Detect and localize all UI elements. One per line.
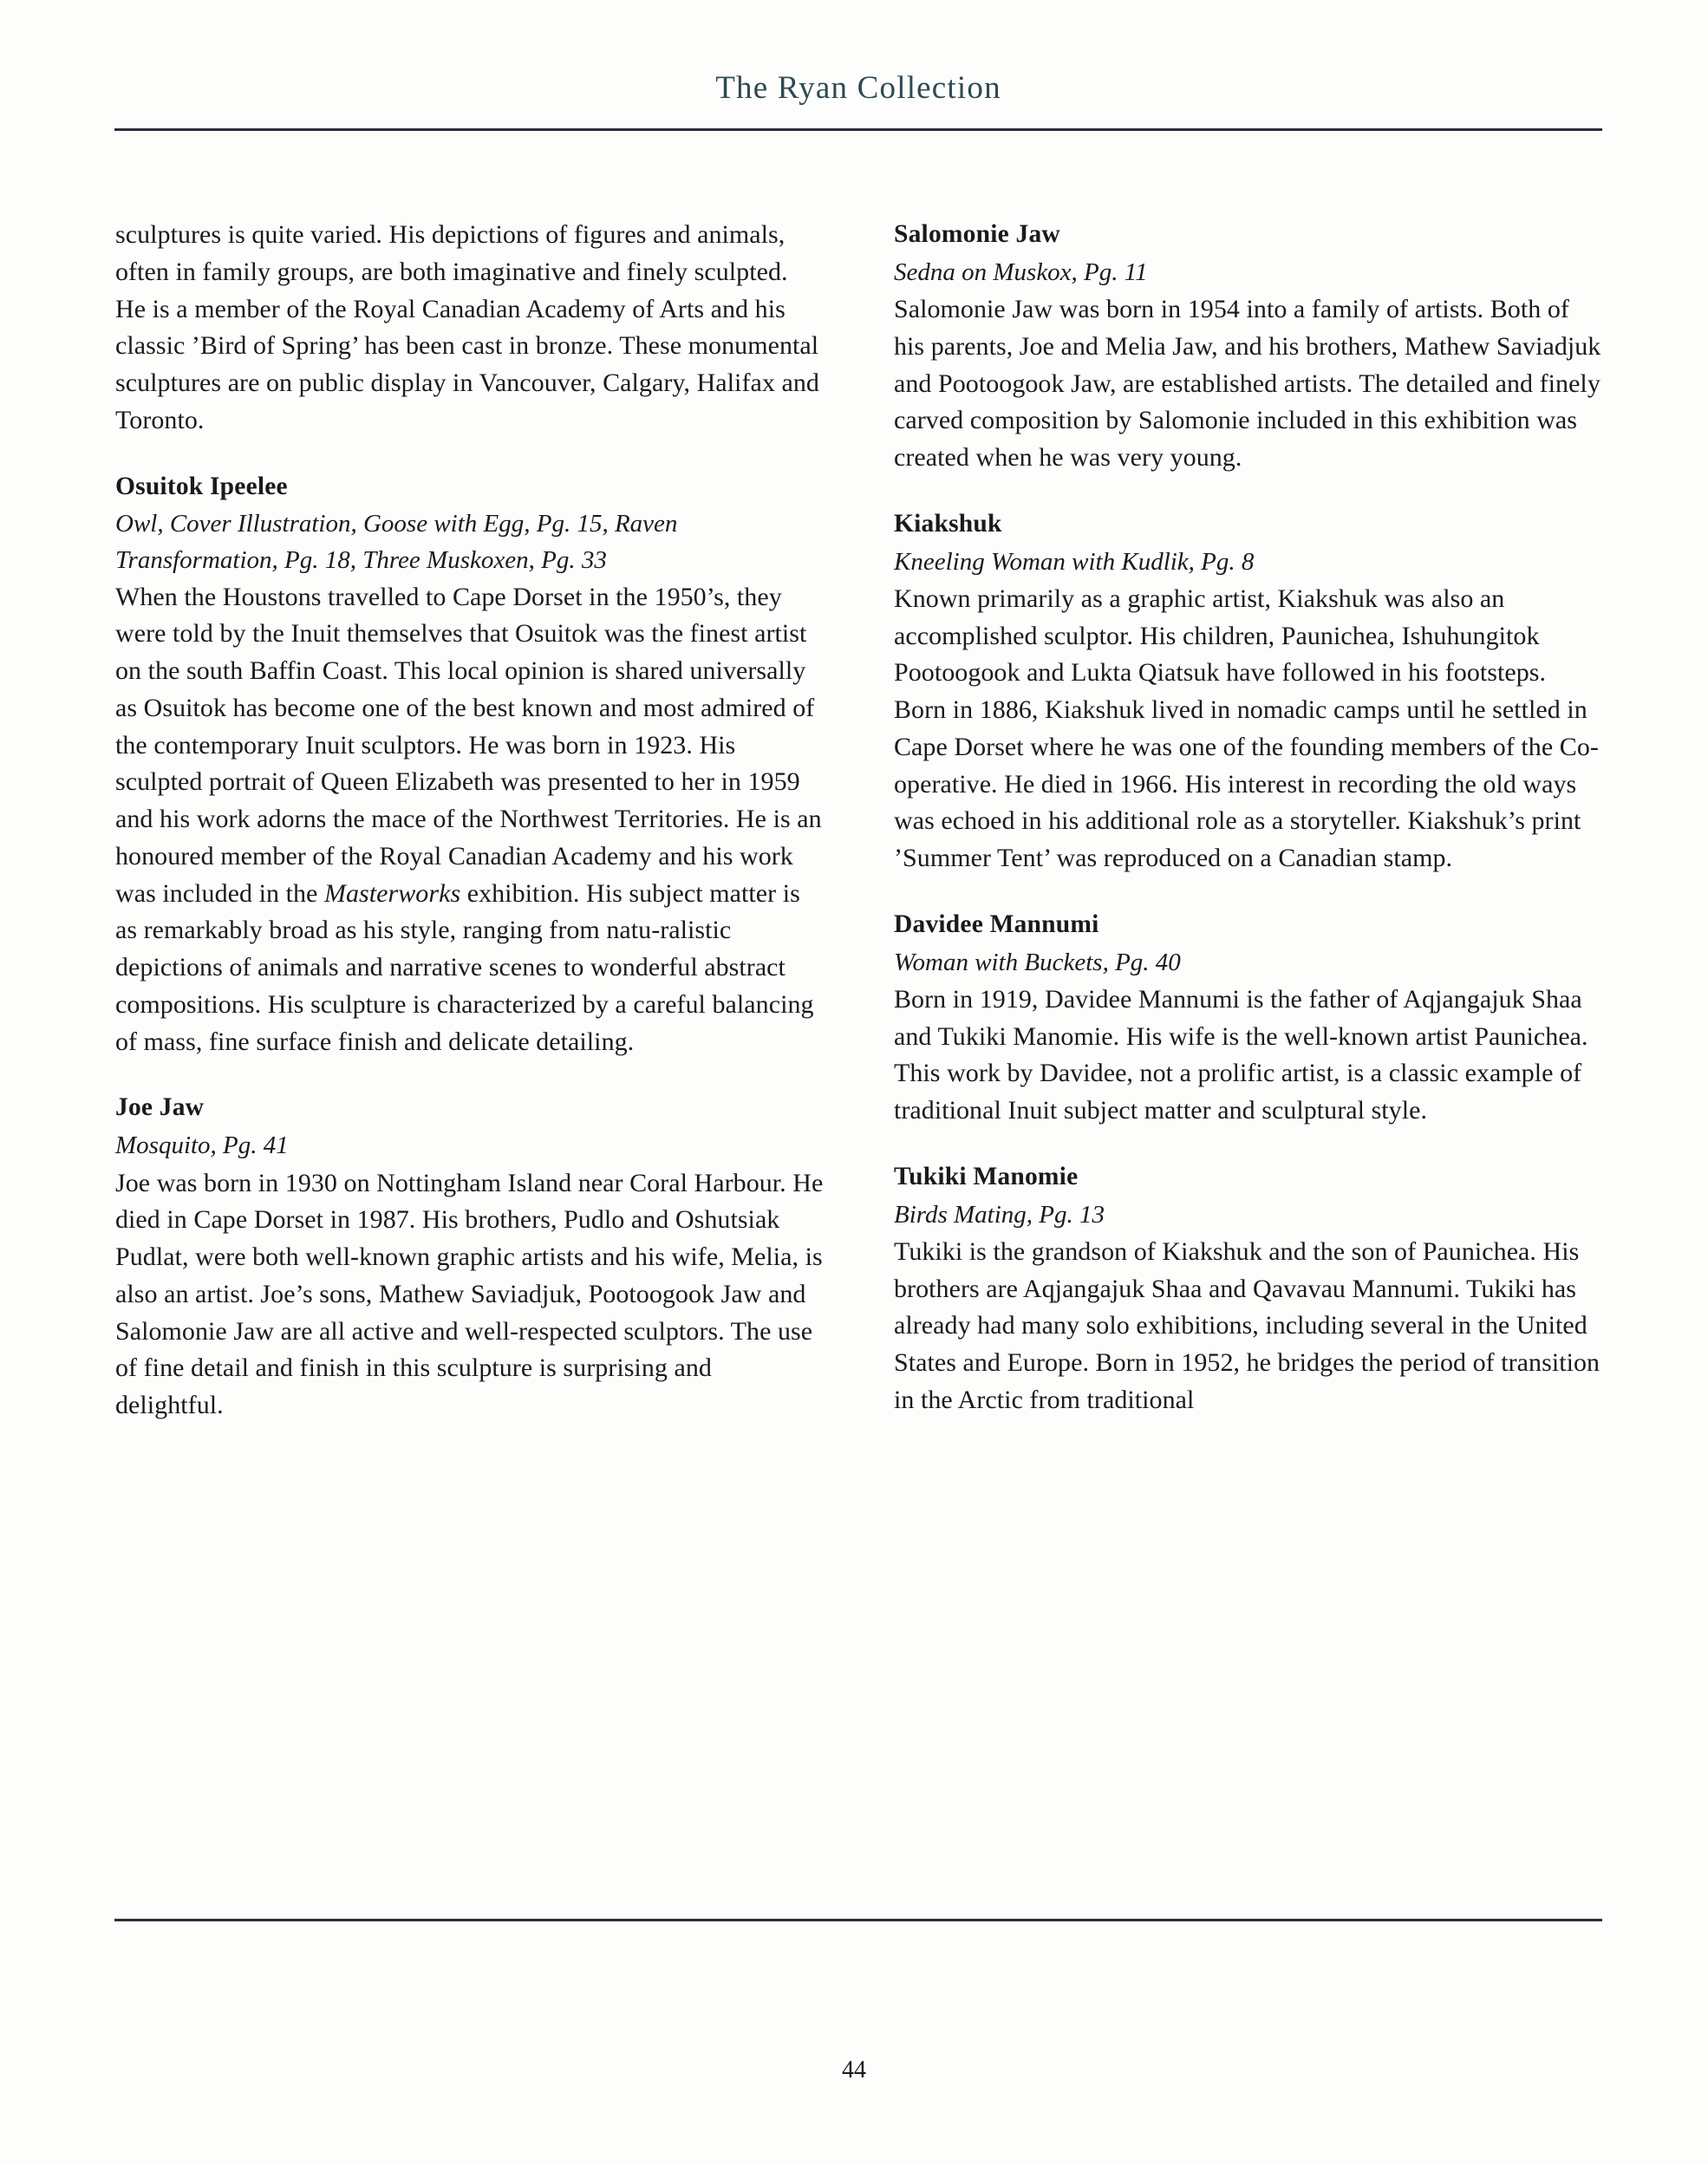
page-title: The Ryan Collection <box>715 70 1001 106</box>
artist-entry-tukiki-manomie <box>894 1159 1603 1419</box>
artist-works: Mosquito, Pg. 41 <box>115 1131 289 1160</box>
header-divider <box>114 128 1602 131</box>
page-header <box>113 69 1604 107</box>
artist-bio: Known primarily as a graphic artist, Kiakshuk was also an accomplished sculptor. His children, Paunichea, Ishuhungitok Pootoogook and Lukta Qiatsuk have followed in his footsteps. Born in 1886, Kiakshuk lived in nomadic camps until he settled in Cape Dorset where he was one of the founding members of the Co-operative. He died in 1966. His interest in recording the old ways was echoed in his additional role as a storyteller. Kiakshuk’s print ’Summer Tent’ was reproduced on a Canadian stamp. <box>894 584 1599 873</box>
artist-name: Salomonie Jaw <box>894 220 1060 248</box>
artist-entry-joe-jaw <box>115 1090 825 1424</box>
artist-works: Sedna on Muskox, Pg. 11 <box>894 258 1148 286</box>
artist-works: Birds Mating, Pg. 13 <box>894 1200 1105 1229</box>
artist-bio-part2: exhibition. His subject matter is as remarkably broad as his style, ranging from natu-ralistic depictions of animals and narrative scenes to wonderful abstract compositions. His sculpture is characterized by a careful balancing of mass, fine surface finish and delicate detailing. <box>115 878 814 1056</box>
artist-name: Joe Jaw <box>115 1093 205 1122</box>
artist-bio-italic: Masterworks <box>323 878 461 908</box>
artist-bio <box>115 579 825 1061</box>
artist-entry-salomonie-jaw <box>894 217 1603 477</box>
artist-bio-part1: When the Houstons travelled to Cape Dorset in the 1950’s, they were told by the Inuit themselves that Osuitok was the finest artist on the south Baffin Coast. This local opinion is shared universally as Osuitok has become one of the best known and most admired of the contemporary Inuit sculptors. He was born in 1923. His sculpted portrait of Queen Elizabeth was presented to her in 1959 and his work adorns the mace of the Northwest Territories. He is an honoured member of the Royal Canadian Academy and his work was included in the <box>115 582 822 908</box>
artist-name: Tukiki Manomie <box>894 1162 1079 1190</box>
right-column <box>894 217 1603 1425</box>
artist-name: Kiakshuk <box>894 509 1002 538</box>
artist-works: Woman with Buckets, Pg. 40 <box>894 948 1181 976</box>
footer-divider <box>114 1919 1602 1921</box>
left-column <box>115 217 825 1425</box>
artist-works: Owl, Cover Illustration, Goose with Egg, Pg. 15, Raven Transformation, Pg. 18, Three Muskoxen, Pg. 33 <box>115 510 678 574</box>
artist-works: Kneeling Woman with Kudlik, Pg. 8 <box>894 547 1255 576</box>
artist-bio: Salomonie Jaw was born in 1954 into a family of artists. Both of his parents, Joe and Melia Jaw, and his brothers, Mathew Saviadjuk and Pootoogook Jaw, are established artists. The detailed and finely carved composition by Salomonie included in this exhibition was created when he was very young. <box>894 295 1601 473</box>
artist-bio: Joe was born in 1930 on Nottingham Island near Coral Harbour. He died in Cape Dorset in 1987. His brothers, Pudlo and Oshutsiak Pudlat, were both well-known graphic artists and his wife, Melia, is also an artist. Joe’s sons, Mathew Saviadjuk, Pootoogook Jaw and Salomonie Jaw are all active and well-respected sculptors. The use of fine detail and finish in this sculpture is surprising and delightful. <box>115 1168 824 1420</box>
artist-entry-kiakshuk <box>894 506 1603 877</box>
continued-paragraph-block <box>115 217 825 440</box>
artist-bio: Tukiki is the grandson of Kiakshuk and the son of Paunichea. His brothers are Aqjangajuk Shaa and Qavavau Mannumi. Tukiki has already had many solo exhibitions, including several in the United States and Europe. Born in 1952, he bridges the period of transition in the Arctic from traditional <box>894 1236 1600 1414</box>
continued-paragraph: sculptures is quite varied. His depictions of figures and animals, often in family groups, are both imaginative and finely sculpted. He is a member of the Royal Canadian Academy of Arts and his classic ’Bird of Spring’ has been cast in bronze. These monumental sculptures are on public display in Vancouver, Calgary, Halifax and Toronto. <box>115 220 819 434</box>
page-number: 44 <box>842 2057 866 2083</box>
artist-name: Osuitok Ipeelee <box>115 472 288 500</box>
two-column-body <box>115 217 1603 1425</box>
artist-bio: Born in 1919, Davidee Mannumi is the father of Aqjangajuk Shaa and Tukiki Manomie. His wife is the well-known artist Paunichea. This work by Davidee, not a prolific artist, is a classic example of traditional Inuit subject matter and sculptural style. <box>894 984 1588 1125</box>
artist-entry-davidee-mannumi <box>894 907 1603 1130</box>
artist-entry-osuitok-ipeelee <box>115 469 825 1061</box>
artist-name: Davidee Mannumi <box>894 910 1099 938</box>
